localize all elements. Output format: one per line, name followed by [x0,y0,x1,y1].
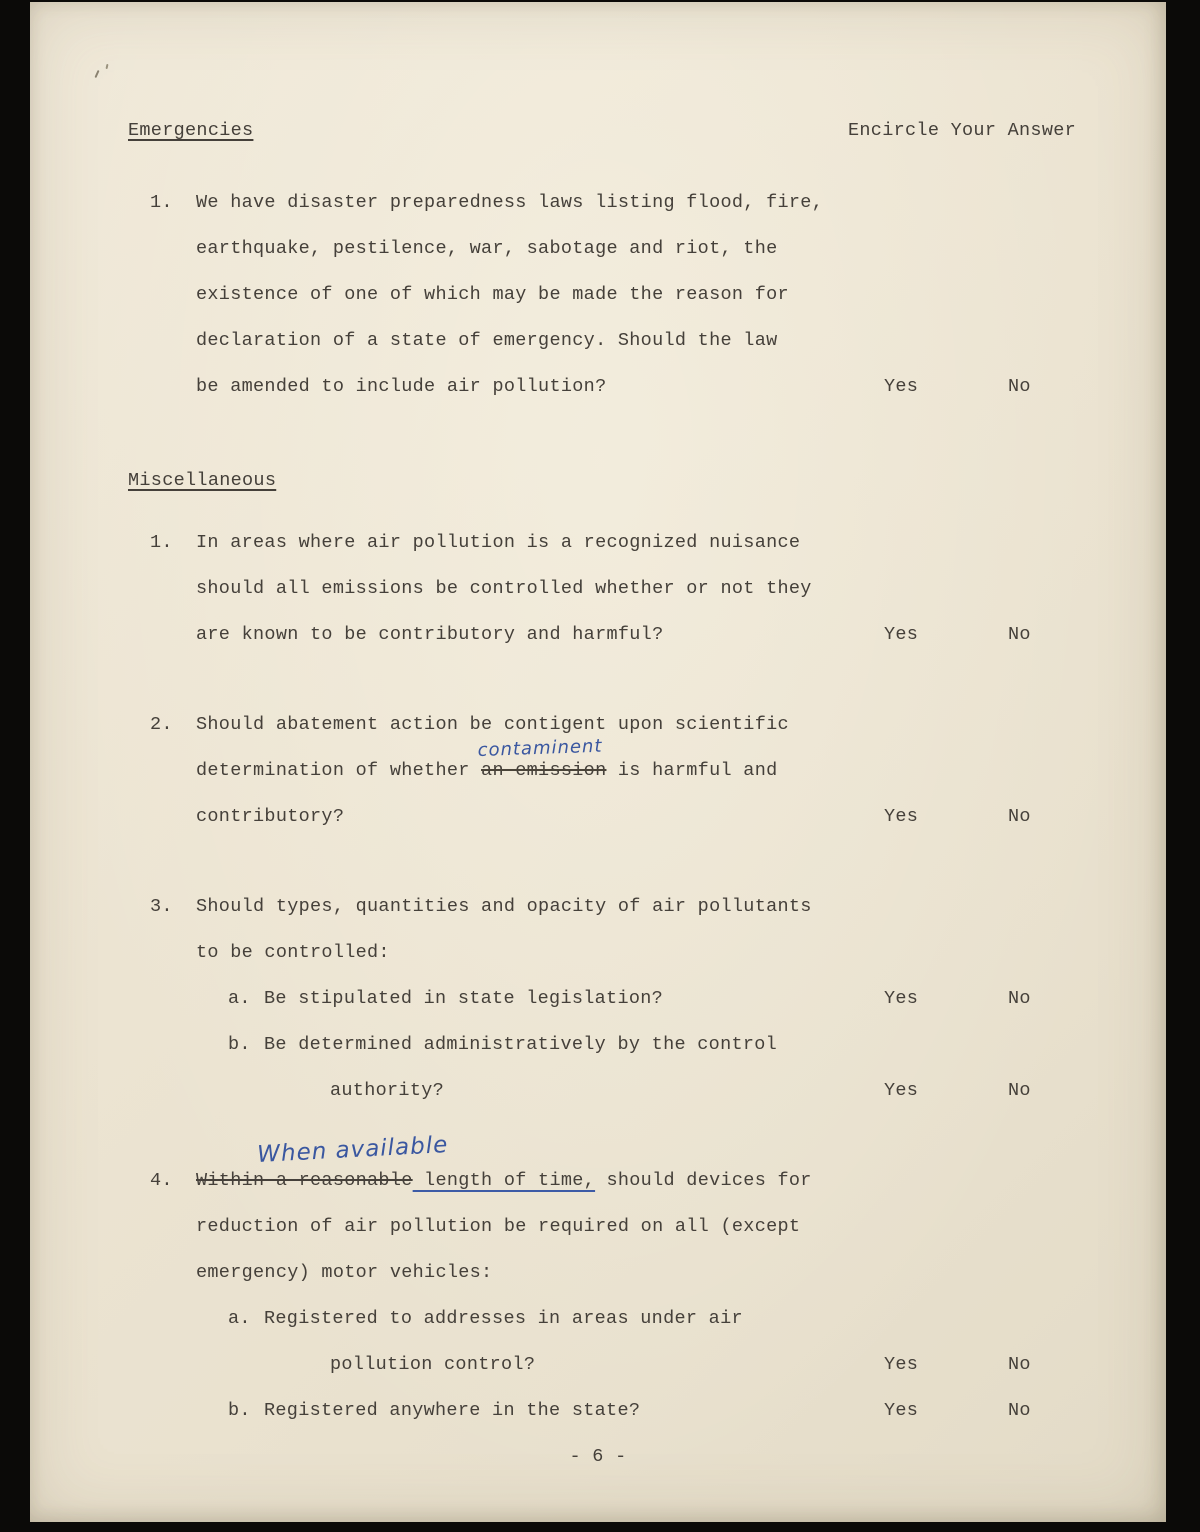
answer-no: No [1008,806,1031,827]
text-segment: determination of whether [196,760,482,781]
subitem-text: authority? [330,1080,445,1101]
subitem-letter: b. [228,1400,251,1421]
pen-mark [92,64,118,90]
question-text: to be controlled: [196,942,390,963]
question-text: In areas where air pollution is a recognized nuisance [196,532,801,553]
question-text: We have disaster preparedness laws listing flood, fire, [196,192,824,213]
answer-yes: Yes [884,1354,919,1375]
handwritten-annotation-when-available: When available [256,1132,449,1168]
answer-yes: Yes [884,376,919,397]
question-misc-4 [30,1132,1166,1446]
question-text: are known to be contributory and harmful? [196,624,664,645]
subitem-text: Be stipulated in state legislation? [264,988,664,1009]
text-segment: should devices for [595,1170,812,1191]
subitem-text: pollution control? [330,1354,536,1375]
page-number: - 6 - [569,1446,627,1467]
subitem-letter: a. [228,1308,251,1329]
answer-no: No [1008,988,1031,1009]
question-number: 1. [150,532,173,553]
question-text: contributory? [196,806,345,827]
footer-row [30,1446,1166,1492]
answer-no: No [1008,376,1031,397]
underlined-text: length of time, [412,1170,596,1191]
question-text: Should abatement action be contigent upon scientific [196,714,789,735]
question-text: should all emissions be controlled whether or not they [196,578,812,599]
subitem-text: Registered to addresses in areas under air [264,1308,743,1329]
answer-yes: Yes [884,988,919,1009]
question-text: Should types, quantities and opacity of air pollutants [196,896,812,917]
question-text [196,760,778,781]
answer-yes: Yes [884,1080,919,1101]
question-text: emergency) motor vehicles: [196,1262,493,1283]
header-row [30,120,1166,166]
answer-no: No [1008,1354,1031,1375]
question-number: 2. [150,714,173,735]
question-number: 1. [150,192,173,213]
answer-no: No [1008,1080,1031,1101]
question-text: earthquake, pestilence, war, sabotage and riot, the [196,238,778,259]
question-number: 4. [150,1170,173,1191]
question-text: reduction of air pollution be required on all (except [196,1216,801,1237]
answer-no: No [1008,1400,1031,1421]
page-content [30,2,1166,1522]
question-text: declaration of a state of emergency. Should the law [196,330,778,351]
subitem-text: Be determined administratively by the control [264,1034,778,1055]
struck-text: an emission [481,760,607,781]
question-misc-1 [30,532,1166,670]
encircle-answer-instruction: Encircle Your Answer [848,120,1077,141]
question-text [196,1170,812,1191]
scanned-page [30,2,1166,1522]
section-title-miscellaneous: Miscellaneous [128,470,277,491]
subitem-letter: b. [228,1034,251,1055]
subitem-letter: a. [228,988,251,1009]
question-number: 3. [150,896,173,917]
handwritten-annotation-contaminent: contaminent [477,735,603,761]
answer-yes: Yes [884,1400,919,1421]
section-title-emergencies: Emergencies [128,120,254,141]
answer-yes: Yes [884,624,919,645]
answer-no: No [1008,624,1031,645]
section-header-miscellaneous [30,470,1166,516]
question-misc-2 [30,714,1166,852]
subitem-text: Registered anywhere in the state? [264,1400,641,1421]
question-text: existence of one of which may be made the reason for [196,284,789,305]
question-emergencies-1 [30,192,1166,422]
text-segment: is harmful and [606,760,778,781]
question-misc-3 [30,896,1166,1126]
question-text: be amended to include air pollution? [196,376,607,397]
answer-yes: Yes [884,806,919,827]
struck-text: Within a reasonable [196,1170,413,1191]
